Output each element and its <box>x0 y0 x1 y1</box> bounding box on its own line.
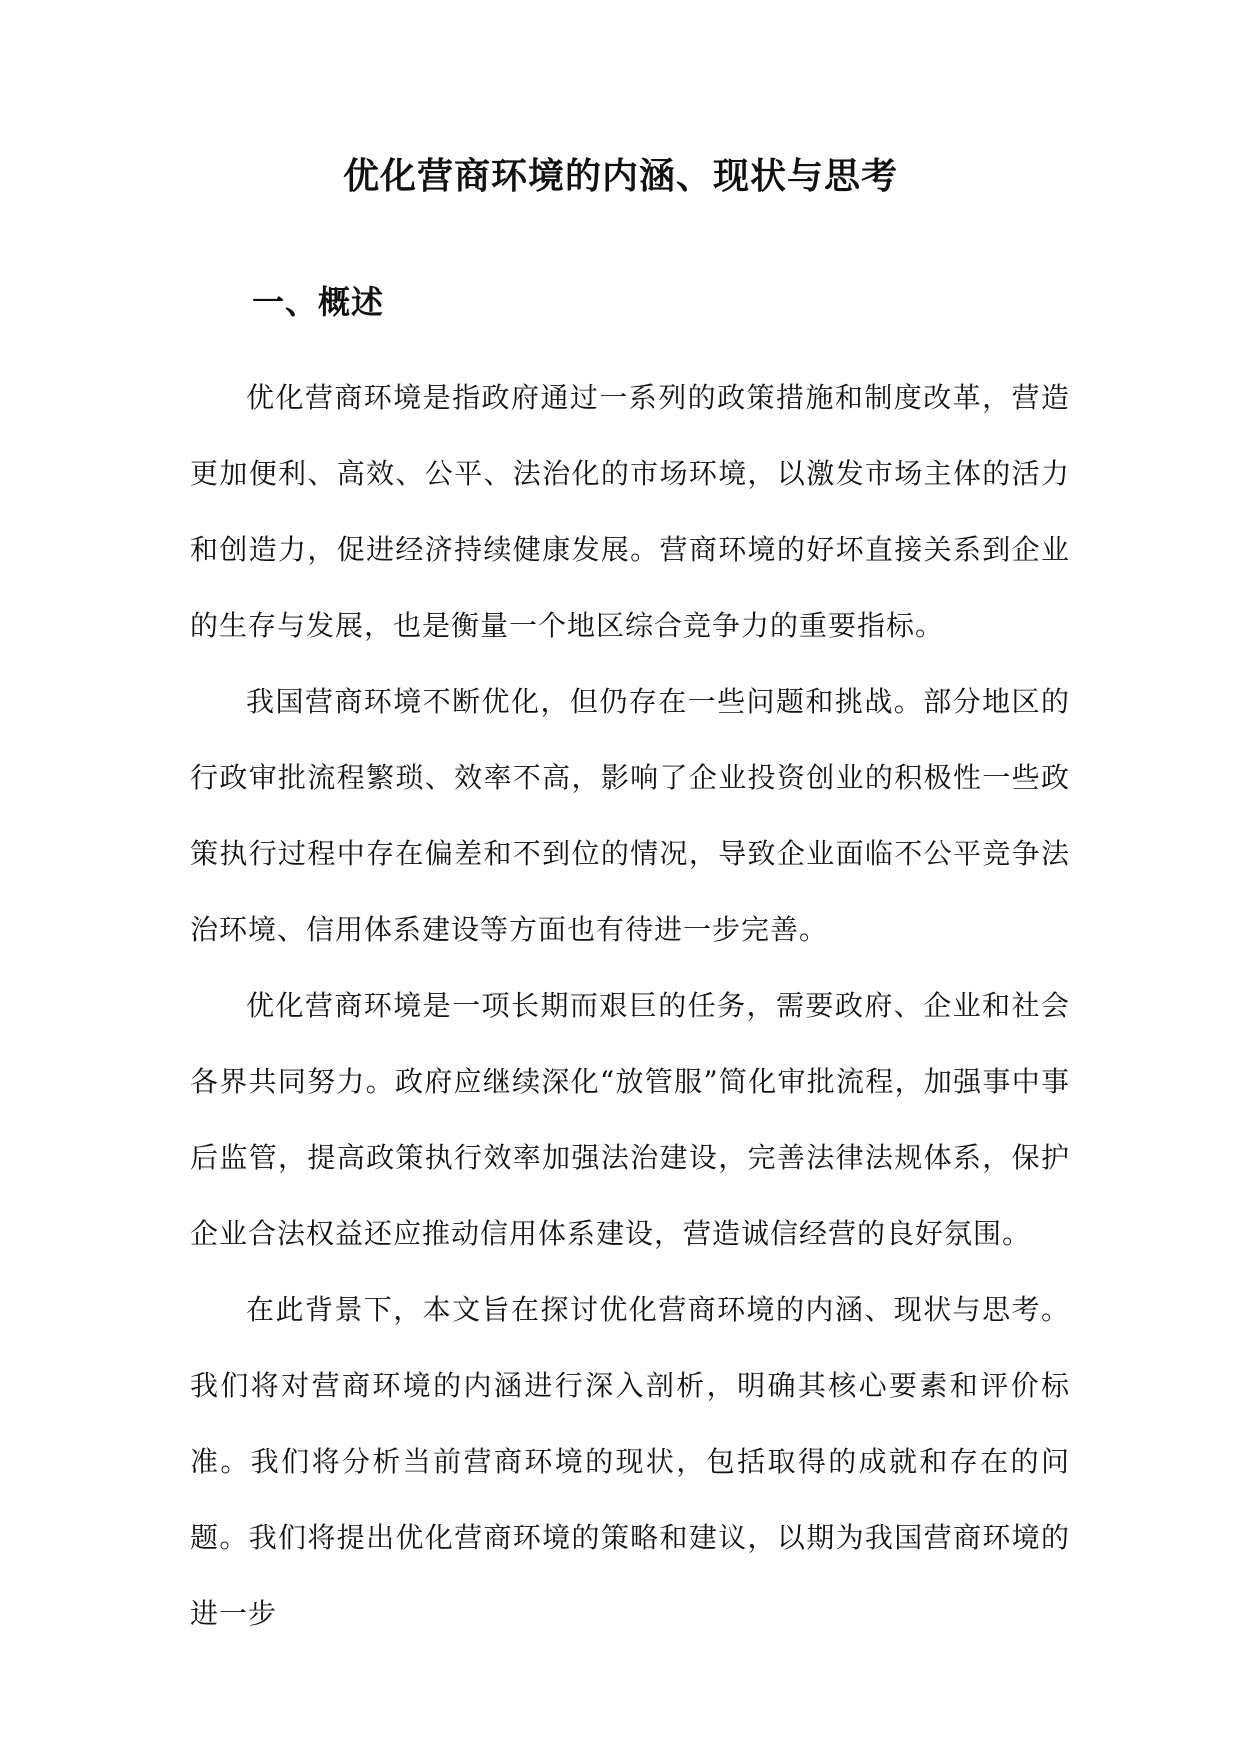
section-heading-overview: 一、概述 <box>252 283 385 321</box>
paragraph-long-term-task: 优化营商环境是一项长期而艰巨的任务，需要政府、企业和社会各界共同努力。政府应继续深化“放管服”简化审批流程，加强事中事后监管，提高政策执行效率加强法治建设，完善法律法规体系，保护企业合法权益还应推动信用体系建设，营造诚信经营的良好氛围。 <box>190 989 1070 1250</box>
section-body <box>190 360 1070 1652</box>
document-title: 优化营商环境的内涵、现状与思考 <box>342 155 898 197</box>
paragraph-article-purpose: 在此背景下，本文旨在探讨优化营商环境的内涵、现状与思考。我们将对营商环境的内涵进行深入剖析，明确其核心要素和评价标准。我们将分析当前营商环境的现状，包括取得的成就和存在的问题。我们将提出优化营商环境的策略和建议，以期为我国营商环境的进一步 <box>190 1293 1070 1630</box>
paragraph-current-problems: 我国营商环境不断优化，但仍存在一些问题和挑战。部分地区的行政审批流程繁琐、效率不高，影响了企业投资创业的积极性一些政策执行过程中存在偏差和不到位的情况，导致企业面临不公平竞争法治环境、信用体系建设等方面也有待进一步完善。 <box>190 685 1070 946</box>
paragraph-definition: 优化营商环境是指政府通过一系列的政策措施和制度改革，营造更加便利、高效、公平、法治化的市场环境，以激发市场主体的活力和创造力，促进经济持续健康发展。营商环境的好坏直接关系到企业的生存与发展，也是衡量一个地区综合竞争力的重要指标。 <box>190 381 1070 642</box>
